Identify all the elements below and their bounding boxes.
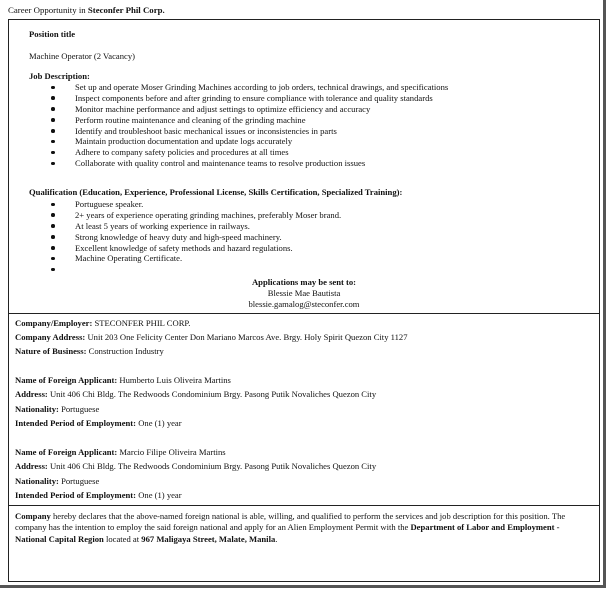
bullet-icon xyxy=(51,151,55,155)
bullet-icon xyxy=(51,162,55,166)
list-item xyxy=(47,264,341,275)
declaration-text: Company hereby declares that the above-named foreign national is able, willing, and qualified to perform the services and job description for this position. The company has the intention to employ the said foreign national and apply for an Alien Employment Permit with the Department of Labor and Employment - National Capital Region located at 967 Maligaya Street, Malate, Manila. xyxy=(15,511,566,544)
bullet-icon xyxy=(51,235,55,239)
position-label: Position title xyxy=(29,29,76,39)
bullet-icon xyxy=(51,213,55,217)
list-item: Strong knowledge of heavy duty and high-speed machinery. xyxy=(47,232,341,243)
bullet-icon xyxy=(51,203,55,207)
bullet-icon xyxy=(51,118,55,122)
company-row: Company/Employer: STECONFER PHIL CORP. xyxy=(15,318,191,328)
declaration-section xyxy=(9,506,599,581)
list-item: Adhere to company safety policies and procedures at all times xyxy=(47,147,448,158)
job-description-label: Job Description: xyxy=(29,71,90,81)
company-address-row: Company Address: Unit 203 One Felicity Center Don Mariano Marcos Ave. Brgy. Holy Spirit Quezon City 1127 xyxy=(15,332,408,342)
bullet-icon xyxy=(51,268,55,272)
bullet-icon xyxy=(51,86,55,90)
job-section xyxy=(9,20,599,314)
page-header xyxy=(8,5,165,16)
bullet-icon xyxy=(51,96,55,100)
applicant-2-period-row: Intended Period of Employment: One (1) year xyxy=(15,490,182,500)
bullet-icon xyxy=(51,140,55,144)
list-item: Perform routine maintenance and cleaning of the grinding machine xyxy=(47,115,448,126)
applications-email: blessie.gamalog@steconfer.com xyxy=(248,299,360,309)
job-description-list xyxy=(47,82,448,169)
applicant-1-address-row: Address: Unit 406 Chi Bldg. The Redwoods Condominium Brgy. Pasong Putik Novaliches Quezon City xyxy=(15,389,377,399)
bullet-icon xyxy=(51,107,55,111)
applications-label: Applications may be sent to: xyxy=(251,277,357,287)
bullet-icon xyxy=(51,224,55,228)
list-item: Identify and troubleshoot basic mechanical issues or inconsistencies in parts xyxy=(47,126,448,137)
header-prefix: Career Opportunity in xyxy=(8,5,88,15)
applicant-1-nationality-row: Nationality: Portuguese xyxy=(15,404,100,414)
list-item: Machine Operating Certificate. xyxy=(47,253,341,264)
list-item: Inspect components before and after grinding to ensure compliance with tolerance and quality standards xyxy=(47,93,448,104)
applicant-2-address-row: Address: Unit 406 Chi Bldg. The Redwoods Condominium Brgy. Pasong Putik Novaliches Quezon City xyxy=(15,461,377,471)
list-item: Set up and operate Moser Grinding Machines according to job orders, technical drawings, and specifications xyxy=(47,82,448,93)
header-company: Steconfer Phil Corp. xyxy=(87,5,165,15)
list-item: Excellent knowledge of safety methods and hazard regulations. xyxy=(47,243,341,254)
applicant-2-nationality-row: Nationality: Portuguese xyxy=(15,476,100,486)
business-row: Nature of Business: Construction Industry xyxy=(15,346,164,356)
applicant-2-name-row: Name of Foreign Applicant: Marcio Filipe Oliveira Martins xyxy=(15,447,226,457)
applicant-1-period-row: Intended Period of Employment: One (1) year xyxy=(15,418,182,428)
applications-name: Blessie Mae Bautista xyxy=(267,288,341,298)
list-item: Monitor machine performance and adjust settings to optimize efficiency and accuracy xyxy=(47,104,448,115)
qualification-label: Qualification (Education, Experience, Professional License, Skills Certification, Specialized Training): xyxy=(29,187,403,197)
list-item: Collaborate with quality control and maintenance teams to resolve production issues xyxy=(47,158,448,169)
list-item: 2+ years of experience operating grinding machines, preferably Moser brand. xyxy=(47,210,341,221)
qualification-list xyxy=(47,199,341,275)
bullet-icon xyxy=(51,257,55,261)
bullet-icon xyxy=(51,246,55,250)
form-box xyxy=(8,19,600,582)
position-value: Machine Operator (2 Vacancy) xyxy=(29,51,136,61)
list-item: At least 5 years of working experience in railways. xyxy=(47,221,341,232)
list-item: Maintain production documentation and update logs accurately xyxy=(47,136,448,147)
applicant-1-name-row: Name of Foreign Applicant: Humberto Luis Oliveira Martins xyxy=(15,375,231,385)
bullet-icon xyxy=(51,129,55,133)
applicant-section xyxy=(9,314,599,506)
list-item: Portuguese speaker. xyxy=(47,199,341,210)
